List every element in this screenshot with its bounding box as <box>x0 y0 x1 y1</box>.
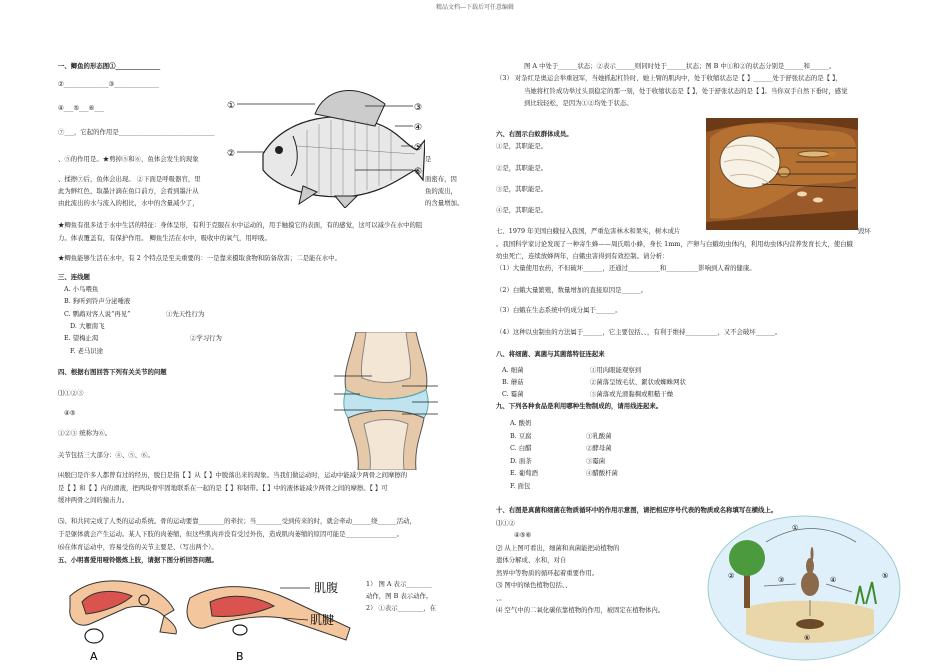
s7-line2: 。我国科学家讨论发现了一种寄生蜂——周氏啮小蜂，身长 1mm，产卵与白蛾幼虫体内，利用幼虫体内营养发育长大，使白蛾 <box>496 240 853 248</box>
material-cycle-diagram <box>706 512 902 662</box>
s10-line6: ⑶ 图中的绿色植物包括、、 <box>496 581 572 589</box>
s9-item-d: D. 面茶 <box>510 457 532 465</box>
cycle-label-3: ③ <box>778 576 785 584</box>
termite-soldier <box>798 151 836 157</box>
s8-item-b: B. 蘑菇 <box>502 378 524 386</box>
s8-item-c: C. 霉菌 <box>502 390 524 398</box>
s8-option-3: ③菌落或光滑黏稠或粗糙干燥 <box>590 390 674 398</box>
s6-line3: ③是，其职能是。 <box>496 185 548 193</box>
s7-q2: （2）白蛾大量繁殖，数量增加的直接原因是______。 <box>496 286 648 294</box>
s10-line1: ⑴①② <box>496 519 516 527</box>
s1-line8-right: 的含量增加。 <box>425 199 464 207</box>
s10-line8: ⑷ 空气中的二氧化碳依靠植物的作用，被固定在植物体内。 <box>496 606 665 614</box>
s1-line6: 、揉擦⑦后，鱼体会出现。 ②下面是呼吸器官，里 <box>58 175 201 183</box>
s4-line8: ⑸、和共同完成了人类的运动系统。骨的运动要靠________的牵拉；当________受到传来的时，就会牵动______绕______活动， <box>58 517 416 525</box>
arm-b-label: B <box>236 650 244 663</box>
s1-line9: ★鲫鱼有很多适于水中生活的特征：身体呈形，有利于克服在水中运动的，用手触摸它的表面，有的感觉，这可以减少在水中的阻 <box>58 221 423 229</box>
fish-label-3: ③ <box>414 103 423 113</box>
s9-option-4: ④醋酸杆菌 <box>586 469 618 477</box>
fish-label-5: ⑤ <box>414 143 423 153</box>
s1-title: 一、鲫鱼的形态图①______________ <box>58 62 161 70</box>
s10-line5: 然界中等物质的循环起着重要作用。 <box>496 569 599 577</box>
s7-q1: （1）大量使用农药，不但破坏______，还通过__________和__________影响到人着的健康。 <box>496 264 756 272</box>
s3-item-d: D. 大雁南飞 <box>70 322 105 330</box>
knee-joint <box>344 332 428 470</box>
fish-label-2: ② <box>227 149 236 159</box>
s8-item-a: A. 细菌 <box>502 366 524 374</box>
s9-title: 九、下列各种食品是利用哪种生物制成的，请用线连起来。 <box>496 402 663 410</box>
s1-line3: ④___⑤___⑥___ <box>58 104 104 112</box>
s6-line2: ②是，其职能是。 <box>496 164 548 172</box>
r0-line2: （3） 对杂红是奥运会举重冠军，当她抓起杠铃时，她上臂的肌肉中，处于收缩状态是【 】______处于舒张状态的是【 】， <box>496 74 842 82</box>
s4-line5: ⑷脱臼是许多人都曾有过的经历，脱臼是指【 】从【 】中脱落出来的现象。当我们做运动时，运动中能减少两骨之间摩擦的 <box>58 471 408 479</box>
s9-item-c: C. 白醋 <box>510 444 532 452</box>
joint-diagram <box>332 332 440 470</box>
s3-item-a: A. 小鸟喂鱼 <box>64 285 99 293</box>
r0-line1: 图 A 中处于______状态；②表示______则同时处于______状态；图 B 中①和②的状态分别是______和______。 <box>524 62 836 70</box>
s8-title: 八、将细菌、真菌与其菌落特征连起来 <box>496 350 605 358</box>
r0-line3: 当她将杠铃成功举过头顶稳定的那一刻，处于收缩状态是【 】，处于舒张状态的是【 】。当你双手自然下垂时，感觉 <box>524 87 848 95</box>
s5-title: 五、小明喜爱用哑铃锻炼上肢，请据下图分析回答问题。 <box>58 556 218 564</box>
s10-title: 十、右图是真菌和细菌在物质循环中的作用示意图，请把相应序号代表的物质或名称填写在横线上。 <box>496 506 778 514</box>
s1-line2: ②______________③______________ <box>58 80 159 88</box>
s7-line3: 幼虫死亡，连续放蜂两年，白蛾虫害得到有效控制。请分析： <box>496 252 669 260</box>
cycle-label-1: ① <box>792 524 799 532</box>
s4-line1: ⑴①②③ <box>58 389 84 397</box>
s6-title: 六、右图示白蚁群体成员。 <box>496 130 573 138</box>
s4-line7: 缓冲两骨之间的撞击力。 <box>58 496 129 504</box>
s9-item-e: E. 葡萄酒 <box>510 469 538 477</box>
fish-diagram <box>225 68 425 208</box>
s9-item-b: B. 豆腐 <box>510 432 532 440</box>
s6-line1: ①是，其职能是。 <box>496 142 548 150</box>
s3-option-2: ②学习行为 <box>190 334 222 342</box>
fish-label-1: ① <box>227 101 236 111</box>
s1-line10: 力。体表覆盖有，有保护作用。 鲫鱼生活在水中，吸收中的氧气，用呼吸。 <box>58 234 271 242</box>
s7-q3: （3）白蛾在生态系统中的成分属于______。 <box>496 306 622 314</box>
arm-a-label: A <box>90 650 98 663</box>
s7-q4: （4）这种以虫制虫的方法属于______，它主要包括、、，有利于维持__________，又不会破坏______。 <box>496 328 782 336</box>
s5-q1b: 动作，图 B 表示动作。 <box>366 592 433 600</box>
s1-line8: 由此流出的水与流入的相比，水中的含量减少了， <box>58 199 199 207</box>
s9-option-1: ①乳酸菌 <box>586 432 612 440</box>
page-header: 精品文档---下载后可任意编辑 <box>435 4 515 11</box>
arm-a <box>70 581 177 643</box>
s5-q2: 2） ①表示________，在 <box>366 604 437 612</box>
s1-line7: 此为鲜红色，取墨汁滴在鱼口前方，会看到墨汁从 <box>58 187 199 195</box>
s3-item-c: C. 鹦鹉对客人说“再见” <box>64 310 131 318</box>
s7-line1-right: 毁坏 <box>858 227 871 235</box>
r0-line4: 到比较轻松，是因为①②均处于状态。 <box>524 99 633 107</box>
s4-line9: 于是躯体就会产生运动。某人下肢的肉萎缩，但这些肌肉并没有受过外伤，造成肌肉萎缩的原因可能是________________。 <box>58 530 404 538</box>
s4-line2: ④⑤ <box>64 409 76 417</box>
s9-option-2: ②酵母菌 <box>586 444 612 452</box>
s4-title: 四、根据右图回答下列有关关节的问题 <box>58 368 167 376</box>
s3-title: 三、连线题 <box>58 273 90 281</box>
s10-line3: ⑵ 从上图可看出，细菌和真菌能把动植物的 <box>496 544 620 552</box>
cycle-label-6: ⑥ <box>804 634 811 642</box>
arm-label-tendon: 肌腱 <box>310 613 335 627</box>
s9-option-3: ③霉菌 <box>586 457 606 465</box>
s4-line3: ①②③ 统称为⑥。 <box>58 429 112 437</box>
s1-line5: 、⑤的作用是。★剪掉⑤和⑥，鱼体会发生的现象 <box>58 155 199 163</box>
s3-item-f: F. 老马识途 <box>70 347 104 355</box>
s4-line4: 关节包括三大部分：④、⑤、⑥。 <box>58 451 154 459</box>
s5-q1: 1） 图 A 表示________ <box>366 580 432 588</box>
s1-line6-right: 面密布，因 <box>425 175 457 183</box>
s4-line6: 是【 】和【 】内的滑液，把两块骨牢固地联系在一起的是【 】和韧带。【 】中的液体能减少两骨之间的摩擦。【 】可 <box>58 484 388 492</box>
s1-line7-right: 鱼的流出， <box>425 187 457 195</box>
s10-line2: ④⑤⑥ <box>514 531 532 539</box>
s9-item-f: F. 面包 <box>510 482 531 490</box>
s7-line1: 七、1979 年美国白蛾侵入我国，严重危害林木和果实，树木成片 <box>496 227 681 235</box>
s3-option-1: ①先天性行为 <box>166 310 205 318</box>
cycle-label-4: ④ <box>830 576 837 584</box>
fish-body <box>263 91 425 208</box>
s3-item-b: B. 狗听到铃声分泌唾液 <box>64 297 131 305</box>
cycle-label-5: ⑤ <box>882 572 889 580</box>
s1-line4: ⑦___，它起的作用是______________________________ <box>58 128 215 136</box>
fish-label-6: ⑥ <box>414 167 423 177</box>
s10-line7: 、。 <box>496 594 506 602</box>
s1-line11: ★鲫鱼能够生活在水中，有 2 个特点是至关重要的：一是靠来摄取食物和防备敌害；二是能在水中。 <box>58 254 341 262</box>
decomposition-icon <box>796 619 824 629</box>
s10-line4: 遗体分解成、水和，对自 <box>496 556 567 564</box>
s8-option-1: ①用肉眼能观察到 <box>590 366 642 374</box>
s6-line4: ④是，其职能是。 <box>496 206 548 214</box>
s4-line10: ⑹在体育运动中，容易受伤的关节主要是、（写出两个）。 <box>58 543 218 551</box>
s3-item-e: E. 望梅止渴 <box>64 334 99 342</box>
s9-item-a: A. 酸奶 <box>510 419 532 427</box>
arm-label-muscle-belly: 肌腹 <box>314 581 339 595</box>
s1-line5-right: 是 <box>425 155 432 163</box>
s8-option-2: ②菌落呈绒毛状、絮状或蜘蛛网状 <box>590 378 686 386</box>
fish-label-4: ④ <box>414 123 423 133</box>
arm-diagram <box>60 568 360 668</box>
termite-diagram <box>706 118 858 230</box>
cycle-label-2: ② <box>728 572 735 580</box>
